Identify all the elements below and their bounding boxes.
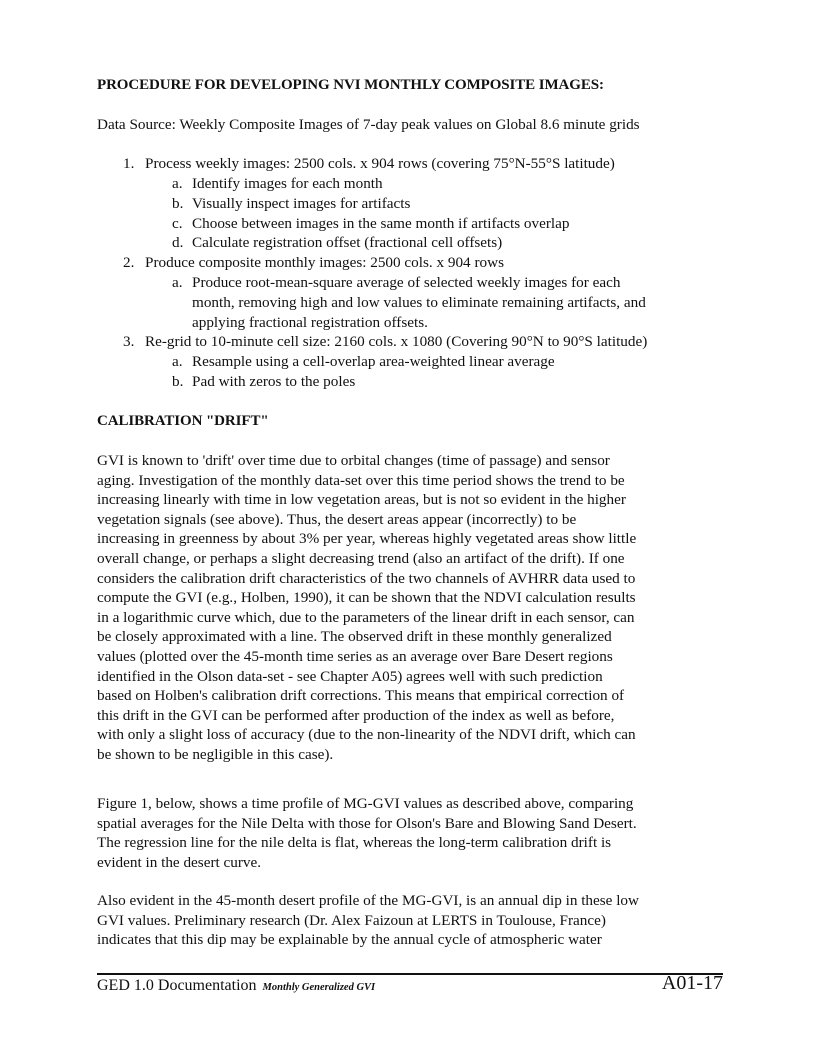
list-item-substep xyxy=(172,233,502,253)
text-line: identified in the Olson data-set - see Chapter A05) agrees well with such prediction xyxy=(97,667,603,685)
text-line: considers the calibration drift characteristics of the two channels of AVHRR data used to xyxy=(97,569,636,587)
page-footer xyxy=(97,974,723,998)
substep-text: Calculate registration offset (fractional cell offsets) xyxy=(192,234,503,251)
list-item-substep xyxy=(172,214,569,234)
substep-letter: b. xyxy=(172,373,184,390)
substep-text: Identify images for each month xyxy=(192,175,383,192)
footer-subtitle: Monthly Generalized GVI xyxy=(262,982,376,993)
text-line: aging. Investigation of the monthly data-set over this time period shows the trend to be xyxy=(97,471,625,489)
substep-text: Resample using a cell-overlap area-weighted linear average xyxy=(192,353,555,370)
text-line: in a logarithmic curve which, due to the parameters of the linear drift in each sensor, can xyxy=(97,608,635,626)
step-text: Re-grid to 10-minute cell size: 2160 cols. x 1080 (Covering 90°N to 90°S latitude) xyxy=(145,333,648,350)
text-line: Figure 1, below, shows a time profile of MG-GVI values as described above, comparing xyxy=(97,795,634,812)
footer-doc-title xyxy=(97,976,375,998)
list-item-substep xyxy=(172,194,410,214)
substep-text: Pad with zeros to the poles xyxy=(192,373,356,390)
text-line: based on Holben's calibration drift corrections. This means that empirical correction of xyxy=(97,687,625,705)
paragraph-figure-1 xyxy=(97,794,727,872)
list-item-substep xyxy=(172,352,555,372)
substep-text: Choose between images in the same month if artifacts overlap xyxy=(192,215,570,232)
text-line: evident in the desert curve. xyxy=(97,853,262,871)
text-line: GVI is known to 'drift' over time due to orbital changes (time of passage) and sensor xyxy=(97,452,610,469)
page-number: A01-17 xyxy=(661,972,723,994)
text-line: increasing in greenness by about 3% per year, whereas highly vegetated areas show little xyxy=(97,530,637,548)
substep-letter: c. xyxy=(172,215,183,232)
text-line: indicates that this dip may be explainable by the annual cycle of atmospheric water xyxy=(97,931,602,949)
step-text: Produce composite monthly images: 2500 cols. x 904 rows xyxy=(145,254,504,271)
text-line: be shown to be negligible in this case). xyxy=(97,745,334,763)
step-number: 2. xyxy=(123,254,135,271)
section-heading-procedure: PROCEDURE FOR DEVELOPING NVI MONTHLY COMPOSITE IMAGES: xyxy=(97,77,604,93)
text-line: with only a slight loss of accuracy (due to the non-linearity of the NDVI drift, which can xyxy=(97,726,636,744)
text-line: overall change, or perhaps a slight decreasing trend (also an artifact of the drift). If one xyxy=(97,549,625,567)
text-line: increasing linearly with time in low vegetation areas, but is not so evident in the higher xyxy=(97,491,626,509)
substep-text: Produce root-mean-square average of selected weekly images for each xyxy=(192,274,621,291)
text-line: be closely approximated with a line. The observed drift in these monthly generalized xyxy=(97,628,612,646)
step-number: 1. xyxy=(123,155,135,172)
text-line: compute the GVI (e.g., Holben, 1990), it can be shown that the NDVI calculation results xyxy=(97,589,636,607)
step-number: 3. xyxy=(123,333,135,350)
section-heading-calibration-drift: CALIBRATION "DRIFT" xyxy=(97,413,269,429)
substep-letter: a. xyxy=(172,353,183,370)
substep-letter: d. xyxy=(172,234,184,251)
footer-doc-name: GED 1.0 Documentation xyxy=(97,977,257,994)
substep-letter: a. xyxy=(172,175,183,192)
substep-continuation: month, removing high and low values to eliminate remaining artifacts, and xyxy=(192,294,646,311)
substep-letter: b. xyxy=(172,195,184,212)
data-source-line: Data Source: Weekly Composite Images of 7-day peak values on Global 8.6 minute grids xyxy=(97,116,640,133)
text-line: values (plotted over the 45-month time series as an average over Bare Desert regions xyxy=(97,647,613,665)
paragraph-annual-dip xyxy=(97,891,727,950)
paragraph-drift xyxy=(97,451,727,765)
substep-text: Visually inspect images for artifacts xyxy=(192,195,411,212)
step-text: Process weekly images: 2500 cols. x 904 rows (covering 75°N-55°S latitude) xyxy=(145,155,615,172)
text-line: The regression line for the nile delta is flat, whereas the long-term calibration drift is xyxy=(97,834,612,852)
list-item-substep xyxy=(172,174,383,194)
list-item-step-1 xyxy=(123,154,615,174)
text-line: Also evident in the 45-month desert profile of the MG-GVI, is an annual dip in these low xyxy=(97,892,639,909)
list-item-substep xyxy=(172,372,355,392)
list-item-substep xyxy=(172,273,620,293)
list-item-step-3 xyxy=(123,332,647,352)
substep-continuation: applying fractional registration offsets. xyxy=(192,314,428,331)
text-line: vegetation signals (see above). Thus, the desert areas appear (incorrectly) to be xyxy=(97,510,577,528)
list-item-step-2 xyxy=(123,253,504,273)
substep-letter: a. xyxy=(172,274,183,291)
text-line: this drift in the GVI can be performed after production of the index as well as before, xyxy=(97,706,615,724)
text-line: GVI values. Preliminary research (Dr. Alex Faizoun at LERTS in Toulouse, France) xyxy=(97,911,606,929)
text-line: spatial averages for the Nile Delta with those for Olson's Bare and Blowing Sand Desert. xyxy=(97,814,637,832)
